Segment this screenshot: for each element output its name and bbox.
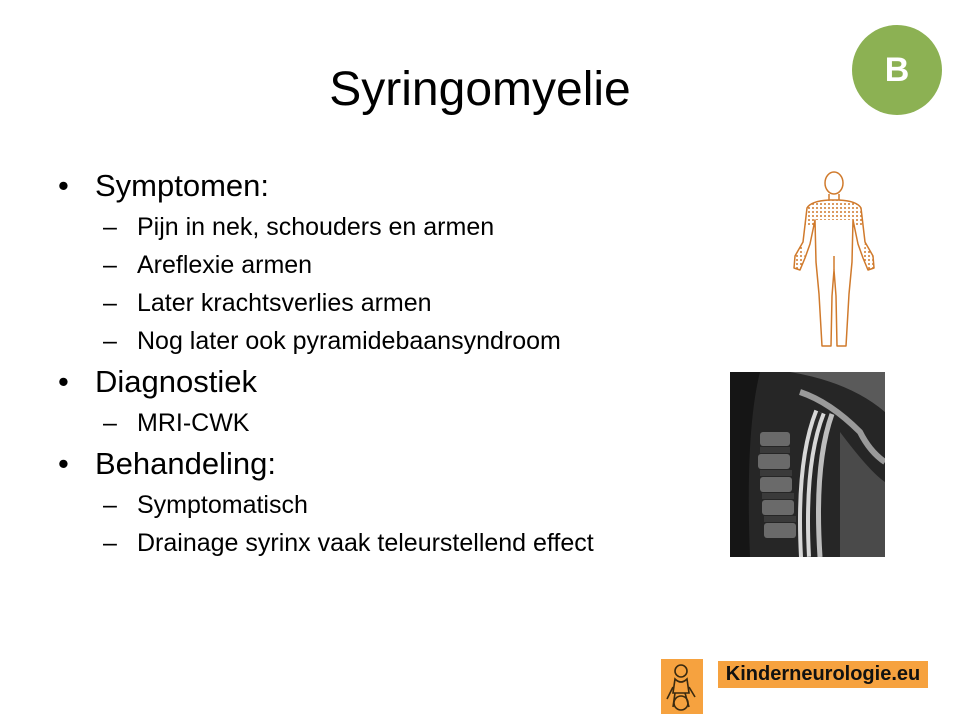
- sub-bullet: [58, 287, 738, 320]
- sub-bullet-text: MRI-CWK: [137, 409, 250, 437]
- sub-bullet-dash: –: [103, 213, 117, 241]
- sub-bullet-text: Later krachtsverlies armen: [137, 289, 432, 317]
- sub-bullet-dash: –: [103, 529, 117, 557]
- bullet-diagnostiek: [58, 362, 738, 402]
- kinderneurologie-logo: [718, 661, 928, 688]
- bullet-dot: •: [58, 446, 69, 481]
- bullet-list: [58, 166, 738, 560]
- sub-bullet-dash: –: [103, 409, 117, 437]
- sub-bullet-text: Pijn in nek, schouders en armen: [137, 213, 495, 241]
- body-sensory-map-image: [787, 170, 881, 350]
- bullet-heading: Behandeling:: [95, 446, 276, 481]
- sub-bullet: [58, 249, 738, 282]
- sub-bullet: [58, 325, 738, 358]
- bullet-dot: •: [58, 364, 69, 399]
- sub-bullet-text: Nog later ook pyramidebaansyndroom: [137, 327, 561, 355]
- sub-bullet-text: Symptomatisch: [137, 491, 308, 519]
- section-badge: [852, 25, 942, 115]
- sub-bullet: [58, 527, 738, 560]
- logo-text: Kinderneurologie.eu: [725, 663, 921, 685]
- sub-bullet-text: Areflexie armen: [137, 251, 313, 279]
- sub-bullet: [58, 489, 738, 522]
- sub-bullet-dash: –: [103, 327, 117, 355]
- slide-title: Syringomyelie: [329, 63, 631, 116]
- sub-bullet-dash: –: [103, 491, 117, 519]
- bullet-heading: Diagnostiek: [95, 364, 257, 399]
- kinderneurologie-logo-icon: [661, 659, 703, 714]
- sub-bullet: [58, 407, 738, 440]
- bullet-heading: Symptomen:: [95, 168, 270, 203]
- sub-bullet: [58, 211, 738, 244]
- sub-bullet-text: Drainage syrinx vaak teleurstellend effect: [137, 529, 594, 557]
- mri-cervical-spine-image: [730, 372, 885, 557]
- sub-bullet-dash: –: [103, 289, 117, 317]
- bullet-symptomen: [58, 166, 738, 206]
- badge-letter: B: [884, 50, 910, 89]
- bullet-dot: •: [58, 168, 69, 203]
- sub-bullet-dash: –: [103, 251, 117, 279]
- bullet-behandeling: [58, 444, 738, 484]
